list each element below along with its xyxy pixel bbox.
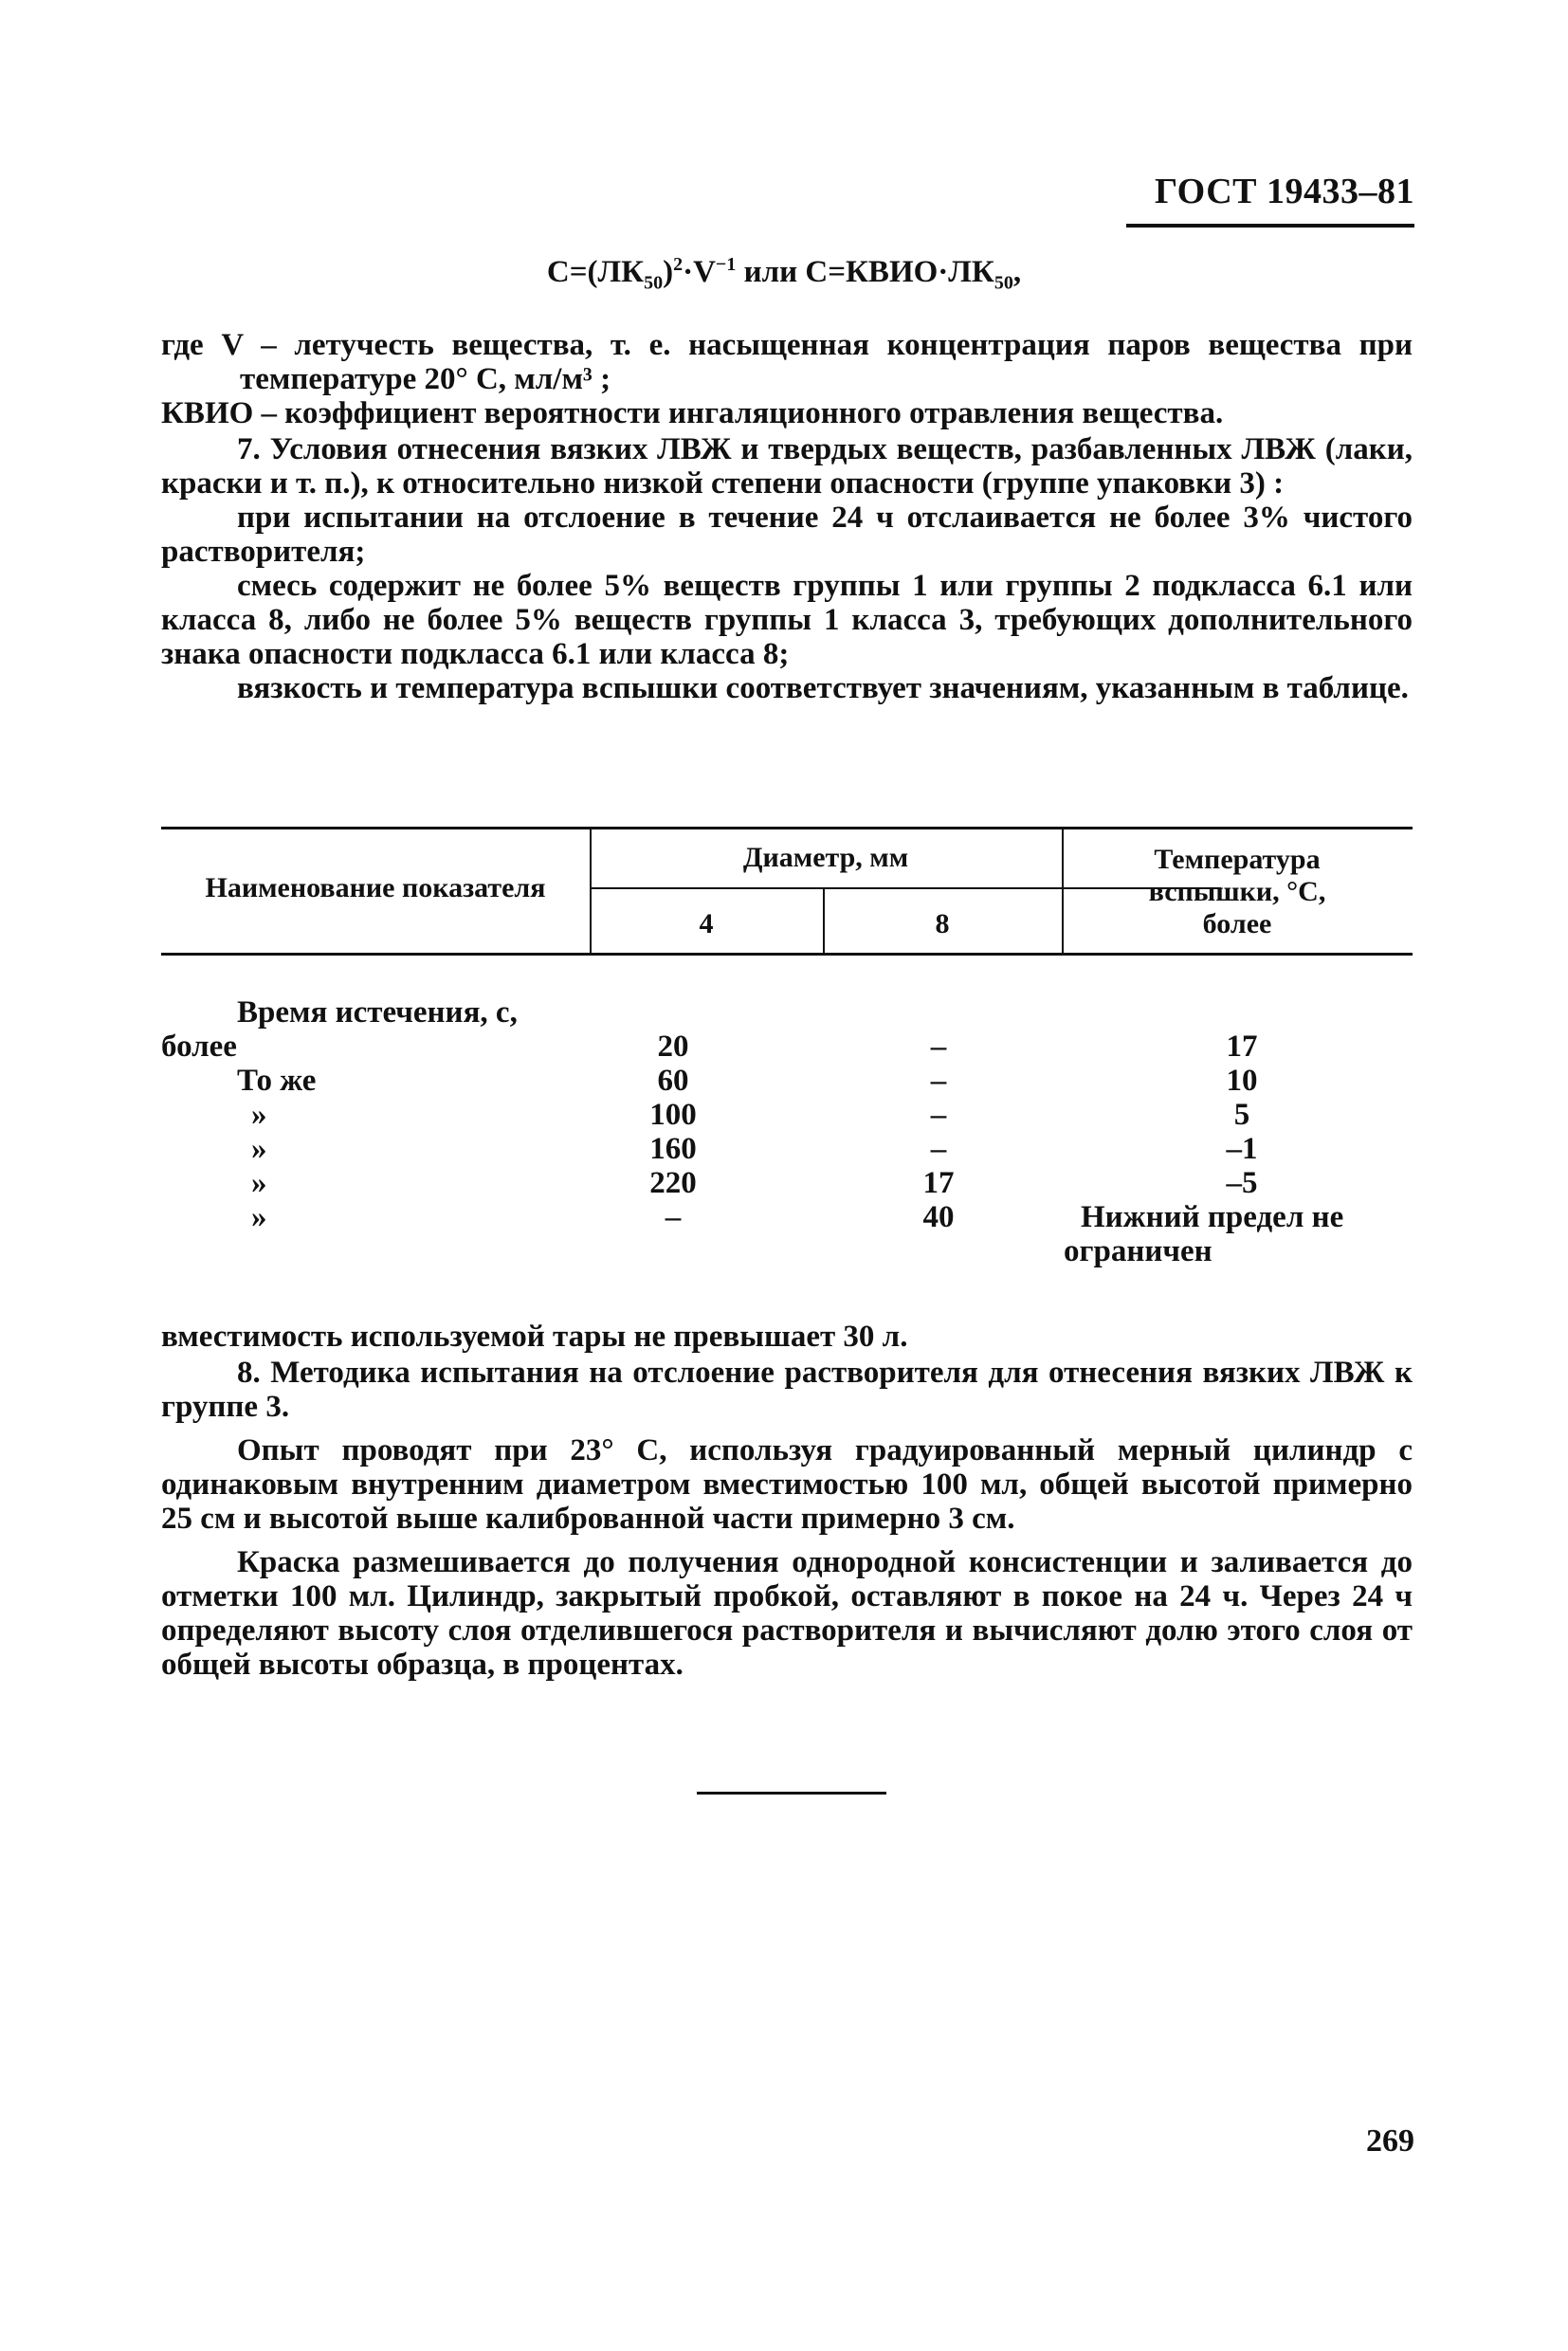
formula: $C=(ЛК_{50})^2\cdot V^{-1}$ или $C=КВИО\cdot ЛК_{50}$, [546, 254, 1022, 294]
row-temp: ограничен [1064, 1234, 1212, 1268]
table-row [161, 1064, 1413, 1098]
row-name: Время истечения, с, [237, 995, 518, 1030]
page-number: 269 [1366, 2123, 1414, 2159]
condition-1: при испытании на отслоение в течение 24 ч отслаивается не более 3% чистого растворителя; [161, 501, 1413, 569]
section-8-title: 8. Методика испытания на отслоение растворителя для отнесения вязких ЛВЖ к группе 3. [161, 1356, 1413, 1424]
definitions [161, 328, 1413, 430]
row-name: » [251, 1166, 267, 1200]
row-temp: –1 [1226, 1132, 1258, 1166]
row-d8: 40 [922, 1200, 955, 1234]
table-row [161, 1030, 1413, 1064]
table-rule-bottom [161, 953, 1413, 956]
experiment-paragraph: Опыт проводят при 23° С, используя градуированный мерный цилиндр с одинаковым внутренним диаметром вместимостью 100 мл, общей высотой примерно 25 см и высотой выше калиброванной части примерно 3 см. [161, 1433, 1413, 1536]
col-header-name: Наименование показателя [205, 872, 546, 903]
row-d8: – [930, 1030, 947, 1064]
paint-paragraph: Краска размешивается до получения однородной консистенции и заливается до отметки 100 мл. Цилиндр, закрытый пробкой, оставляют в покое на 24 ч. Через 24 ч определяют высоту слоя отделившегося растворителя и вычисляют долю этого слоя от общей высоты образца, в процентах. [161, 1545, 1413, 1682]
row-d8: 17 [922, 1166, 955, 1200]
table-row [161, 1200, 1413, 1234]
section-7-intro: 7. Условия отнесения вязких ЛВЖ и твердых веществ, разбавленных ЛВЖ (лаки, краски и т. п.), к относительно низкой степени опасности (группе упаковки 3) : [161, 432, 1413, 501]
row-name: » [251, 1200, 267, 1234]
end-rule [697, 1792, 886, 1795]
row-d8: – [930, 1064, 947, 1098]
col-header-temp: Температура вспышки, °С, более [1148, 844, 1326, 939]
row-temp: –5 [1226, 1166, 1258, 1200]
row-temp: 10 [1226, 1064, 1258, 1098]
col-header-d8: 8 [935, 908, 950, 939]
row-temp: Нижний предел не [1081, 1200, 1344, 1234]
header-rule [1126, 224, 1414, 228]
row-d4: 220 [649, 1166, 697, 1200]
definition-v-line2: температуре 20° С, мл/м³ ; [240, 362, 611, 396]
row-name: более [161, 1030, 237, 1064]
row-name: » [251, 1132, 267, 1166]
viscosity-table-body [161, 995, 1413, 1268]
col-header-diameter: Диаметр, мм [742, 842, 909, 873]
gost-code: ГОСТ 19433–81 [1154, 172, 1414, 211]
row-d8: – [930, 1098, 947, 1132]
condition-3: вязкость и температура вспышки соответствует значениям, указанным в таблице. [237, 671, 1409, 705]
after-table-text [161, 1320, 1413, 1682]
table-row [161, 995, 1413, 1030]
row-temp: 5 [1233, 1098, 1250, 1132]
definition-v-line1: где V – летучесть вещества, т. е. насыщенная концентрация паров вещества при [161, 328, 1413, 362]
col-header-d4: 4 [699, 908, 714, 939]
condition-2: смесь содержит не более 5% веществ группы 1 или группы 2 подкласса 6.1 или класса 8, либо не более 5% веществ группы 1 класса 3, требующих дополнительного знака опасности подкласса 6.1 или класса 8; [161, 569, 1413, 671]
row-name: » [251, 1098, 267, 1132]
row-d4: 160 [649, 1132, 697, 1166]
table-row [161, 1234, 1413, 1268]
row-temp: 17 [1226, 1030, 1258, 1064]
row-d4: 20 [657, 1030, 689, 1064]
section-7 [161, 432, 1413, 705]
capacity-condition: вместимость используемой тары не превышает 30 л. [161, 1320, 908, 1354]
table-row [161, 1132, 1413, 1166]
table-row [161, 1098, 1413, 1132]
table-rule-top [161, 827, 1413, 829]
table-row [161, 1166, 1413, 1200]
definition-kvio: КВИО – коэффициент вероятности ингаляционного отравления вещества. [161, 396, 1224, 430]
row-name: То же [237, 1064, 317, 1098]
row-d8: – [930, 1132, 947, 1166]
row-d4: – [665, 1200, 682, 1234]
row-d4: 100 [649, 1098, 697, 1132]
row-d4: 60 [657, 1064, 689, 1098]
